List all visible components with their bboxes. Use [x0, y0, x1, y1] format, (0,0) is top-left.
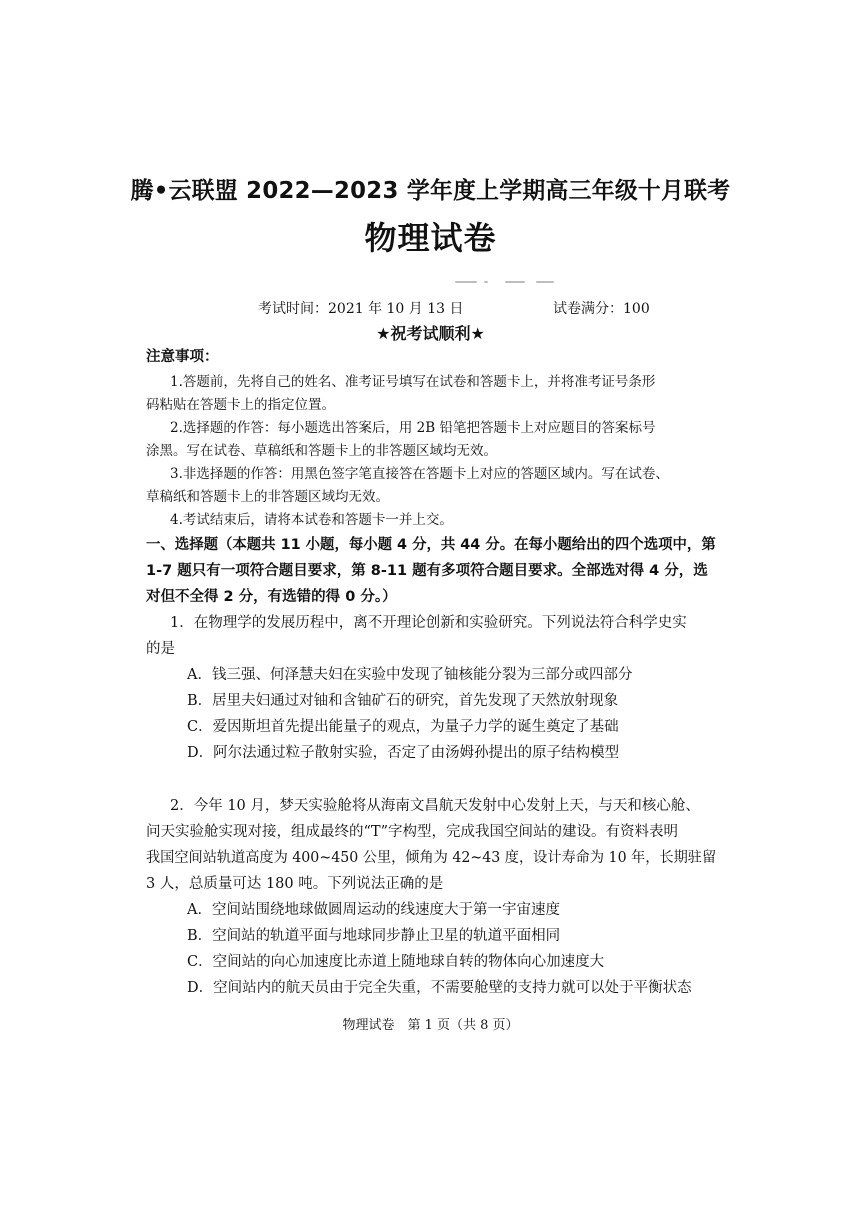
question-1-stem: 1．在物理学的发展历程中，离不开理论创新和实验研究。下列说法符合科学史实: [170, 615, 687, 631]
blessing-line: ★祝考试顺利★: [376, 324, 485, 343]
notice-line: 4.考试结束后，请将本试卷和答题卡一并上交。: [170, 512, 453, 528]
question-2-option: C．空间站的向心加速度比赤道上随地球自转的物体向心加速度大: [187, 954, 605, 970]
exam-title: 腾•云联盟 2022—2023 学年度上学期高三年级十月联考: [130, 178, 731, 204]
notice-line: 2.选择题的作答：每小题选出答案后，用 2B 铅笔把答题卡上对应题目的答案标号: [170, 420, 656, 436]
section-heading: 1-7 题只有一项符合题目要求，第 8-11 题有多项符合题目要求。全部选对得 4 分，选: [146, 563, 708, 579]
scan-smudge: [536, 281, 554, 283]
notice-line: 3.非选择题的作答：用黑色签字笔直接答在答题卡上对应的答题区域内。写在试卷、: [170, 466, 669, 482]
question-2-option: A．空间站围绕地球做圆周运动的线速度大于第一宇宙速度: [187, 902, 560, 918]
notice-line: 草稿纸和答题卡上的非答题区域均无效。: [146, 489, 389, 505]
full-score: 试卷满分：100: [553, 301, 650, 317]
question-2-stem: 3 人，总质量可达 180 吨。下列说法正确的是: [146, 876, 444, 892]
page-footer: 物理试卷 第 1 页（共 8 页）: [342, 1018, 519, 1033]
exam-time: 考试时间：2021 年 10 月 13 日: [258, 301, 464, 317]
notice-line: 码粘贴在答题卡上的指定位置。: [146, 397, 335, 413]
question-2-stem: 问天实验舱实现对接，组成最终的“T”字构型，完成我国空间站的建设。有资料表明: [146, 824, 678, 840]
question-1-option: D．阿尔法通过粒子散射实验，否定了由汤姆孙提出的原子结构模型: [187, 745, 620, 761]
question-2-option: B．空间站的轨道平面与地球同步静止卫星的轨道平面相同: [187, 928, 561, 944]
question-2-stem: 2．今年 10 月，梦天实验舱将从海南文昌航天发射中心发射上天，与天和核心舱、: [170, 798, 700, 814]
scan-smudge: [505, 281, 525, 283]
section-heading: 对但不全得 2 分，有选错的得 0 分。）: [146, 589, 397, 605]
question-1-option: B．居里夫妇通过对铀和含铀矿石的研究，首先发现了天然放射现象: [187, 693, 619, 709]
subject-title: 物理试卷: [364, 219, 497, 257]
question-2-option: D．空间站内的航天员由于完全失重，不需要舱壁的支持力就可以处于平衡状态: [187, 980, 692, 996]
question-1-option: A．钱三强、何泽慧夫妇在实验中发现了铀核能分裂为三部分或四部分: [187, 667, 633, 683]
notice-line: 涂黑。写在试卷、草稿纸和答题卡上的非答题区域均无效。: [146, 443, 497, 459]
question-1-option: C．爱因斯坦首先提出能量子的观点，为量子力学的诞生奠定了基础: [187, 719, 619, 735]
scan-smudge: [455, 281, 477, 283]
scan-smudge: [484, 281, 488, 283]
question-2-stem: 我国空间站轨道高度为 400~450 公里，倾角为 42~43 度，设计寿命为 10 年，长期驻留: [146, 850, 717, 866]
notice-heading: 注意事项：: [146, 349, 219, 365]
section-heading: 一、选择题（本题共 11 小题，每小题 4 分，共 44 分。在每小题给出的四个选项中，第: [146, 537, 716, 553]
notice-line: 1.答题前，先将自己的姓名、准考证号填写在试卷和答题卡上，并将准考证号条形: [170, 374, 656, 390]
question-1-stem: 的是: [146, 641, 175, 657]
